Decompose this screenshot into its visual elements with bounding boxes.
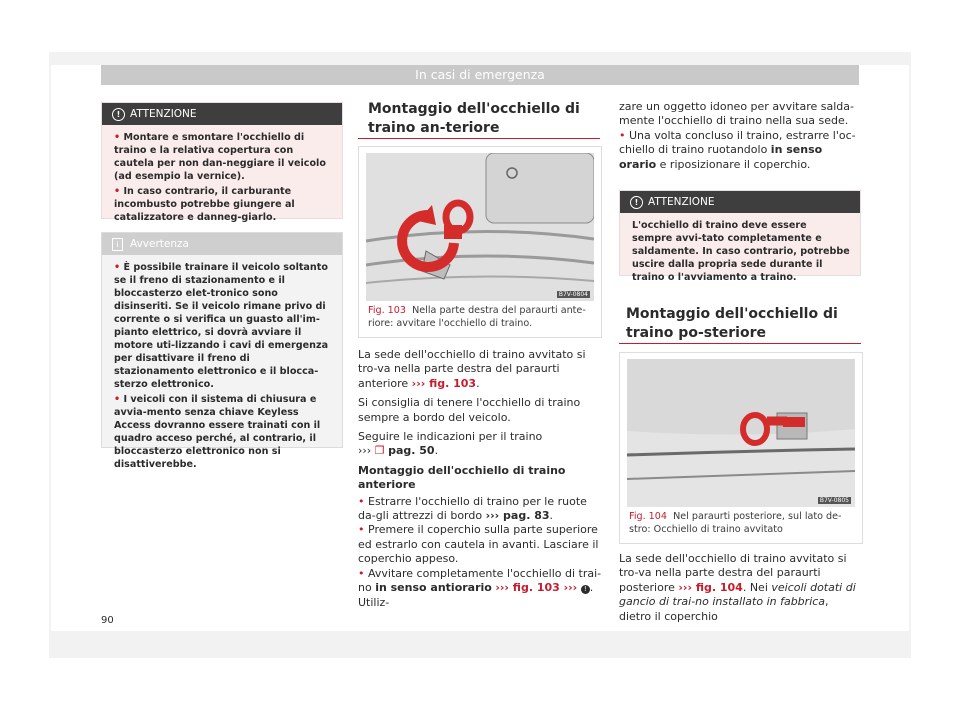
front-tow-eye-illustration	[366, 153, 594, 301]
note-box: i Avvertenza • È possibile trainare il veicolo soltanto se il freno di stazionamento e il bloccasterzo elet-tronico sono disinseriti. Se il veicolo rimane privo di corrente o si verifica un guasto all'im-pianto elettrico, si dovrà avviare il motore uti-lizzando i cavi di emergenza per disattivare il freno di stazionamento elettronico e il blocca-sterzo elettronico. • I veicoli con il sistema di chiusura e avvia-mento senza chiave Keyless Access dovranno essere trainati con il quadro acceso perché, al contrario, il bloccasterzo elettronico non si disattiverebbe.	[101, 232, 343, 448]
warning-icon: !	[630, 196, 643, 209]
note-label: Avvertenza	[130, 238, 189, 250]
figure-104-caption	[629, 511, 855, 536]
step-text: Una volta concluso il traino, estrarre l'oc-chiello di traino ruotandolo	[619, 128, 856, 157]
fig-reference-link[interactable]: ››› fig. 103	[411, 376, 477, 390]
figure-caption-text: Nel paraurti posteriore, sul lato de-stro: Occhiello di traino avvitato	[629, 511, 842, 535]
paragraph-text: , dietro il coperchio	[619, 595, 829, 623]
warning-item: Montare e smontare l'occhiello di traino e la relativa copertura con cautela per non dan-neggiare il veicolo (ad esempio la vernice).	[114, 132, 326, 182]
warning-box-right	[619, 190, 861, 283]
emphasis: in senso orario	[619, 143, 823, 171]
paragraph-text: Si consiglia di tenere l'occhiello di traino sempre a bordo del veicolo.	[358, 396, 581, 424]
italic-text: veicoli dotati di gancio di trai-no installato in fabbrica	[619, 580, 856, 609]
section-divider	[358, 138, 600, 139]
note-item: I veicoli con il sistema di chiusura e avvia-mento senza chiave Keyless Access dovranno essere trainati con il quadro acceso perché, al contrario, il bloccasterzo elettronico non si disattiverebbe.	[114, 394, 321, 470]
step-text: Premere il coperchio sulla parte superiore ed estrarlo con cautela in avanti. Lasciare il coperchio appeso.	[358, 523, 599, 566]
figure-code: B7V-0804	[558, 291, 588, 298]
warning-box-left: ! ATTENZIONE • Montare e smontare l'occhiello di traino e la relativa copertura con cautela per non dan-neggiare il veicolo (ad esempio la vernice). • In caso contrario, il carburante incombusto potrebbe giungere al catalizzatore e danneg-giarlo.	[101, 102, 343, 219]
paragraph-text: Seguire le indicazioni per il traino	[358, 430, 543, 444]
middle-body: La sede dell'occhiello di traino avvitato si tro-va nella parte destra del paraurti anteriore ››› fig. 103. Si consiglia di tenere l'occhiello di traino sempre a bordo del veicolo. Seguire le indicazioni per il traino ››› ❐ pag. 50. Montaggio dell'occhiello di traino anteriore • Estrarre l'occhiello di traino per le ruote da-gli attrezzi di bordo ››› pag. 83. • Premere il coperchio sulla parte superiore ed estrarlo con cautela in avanti. Lasciare il coperchio appeso. • Avvitare completamente l'occhiello di trai-no in senso antiorario ››› fig. 103 ››› ! . Utiliz-	[358, 348, 602, 609]
right-body-top: zare un oggetto idoneo per avvitare salda-mente l'occhiello di traino nella sua sede. • Una volta concluso il traino, estrarre l'oc-chiello di traino ruotandolo in senso orario e riposizionare il coperchio.	[619, 100, 861, 172]
warning-label: ATTENZIONE	[648, 196, 715, 208]
figure-103-caption	[368, 305, 594, 330]
paragraph-text: zare un oggetto idoneo per avvitare salda-mente l'occhiello di traino nella sua sede.	[619, 100, 854, 128]
fig-reference-link[interactable]: ››› fig. 104	[678, 580, 743, 594]
warning-item: In caso contrario, il carburante incombusto potrebbe giungere al catalizzatore e danneg-giarlo.	[114, 186, 295, 223]
warning-label: ATTENZIONE	[130, 108, 197, 120]
page-reference-link[interactable]: pag. 50	[388, 444, 435, 458]
note-header	[102, 233, 342, 255]
subheading: Montaggio dell'occhiello di traino anteriore	[358, 463, 566, 492]
warning-icon: !	[112, 108, 125, 121]
warning-header	[102, 103, 342, 125]
warning-ref-icon: !	[581, 585, 590, 594]
section-title-rear: Montaggio dell'occhiello di traino po-steriore	[626, 306, 838, 341]
fig-reference-link[interactable]: ››› fig. 103 ›››	[495, 581, 578, 595]
figure-code: B7V-0805	[819, 497, 849, 504]
figure-label: Fig. 104	[629, 511, 667, 522]
emphasis: in senso antiorario	[375, 581, 492, 595]
paragraph-text: . Nei	[742, 580, 768, 594]
step-text: Estrarre l'occhiello di traino per le ruote da-gli attrezzi di bordo	[358, 494, 587, 523]
figure-103-image	[366, 153, 594, 301]
figure-104	[619, 352, 863, 544]
note-item: È possibile trainare il veicolo soltanto se il freno di stazionamento e il bloccasterzo elet-tronico sono disinseriti. Se il veicolo rimane privo di corrente o si verifica un guasto all'im-pianto elettrico, si dovrà avviare il motore uti-lizzando i cavi di emergenza per disattivare il freno di stazionamento elettronico e il blocca-sterzo elettronico.	[114, 262, 329, 390]
right-body-bottom	[619, 552, 861, 624]
section-divider	[619, 343, 861, 344]
figure-103	[358, 146, 602, 338]
warning-header	[620, 191, 860, 213]
book-icon: ❐	[374, 444, 385, 458]
paragraph-text: La sede dell'occhiello di traino avvitato si tro-va nella parte destra del paraurti posteriore	[619, 552, 847, 594]
rear-tow-eye-illustration	[627, 359, 855, 507]
figure-caption-text: Nella parte destra del paraurti ante-riore: avvitare l'occhiello di traino.	[368, 305, 586, 329]
paragraph-text: La sede dell'occhiello di traino avvitato si tro-va nella parte destra del paraurti anteriore	[358, 348, 586, 390]
step-text: e riposizionare il coperchio.	[659, 157, 811, 171]
figure-label: Fig. 103	[368, 305, 406, 316]
section-title-front: Montaggio dell'occhiello di traino an-teriore	[368, 101, 580, 136]
warning-text: L'occhiello di traino deve essere sempre avvi-tato completamente e saldamente. In caso contrario, potrebbe uscire dalla propria sede durante il traino o l'avviamento a traino.	[632, 220, 850, 283]
chapter-header: In casi di emergenza	[101, 65, 859, 85]
page-number: 90	[101, 615, 114, 626]
page-reference-link[interactable]: ››› pag. 83	[485, 509, 550, 523]
note-icon: i	[112, 238, 123, 251]
figure-104-image	[627, 359, 855, 507]
step-text: . Utiliz-	[358, 581, 594, 609]
arrow-ref: ›››	[358, 444, 372, 458]
step-text: Avvitare completamente l'occhiello di trai-no	[358, 566, 602, 595]
